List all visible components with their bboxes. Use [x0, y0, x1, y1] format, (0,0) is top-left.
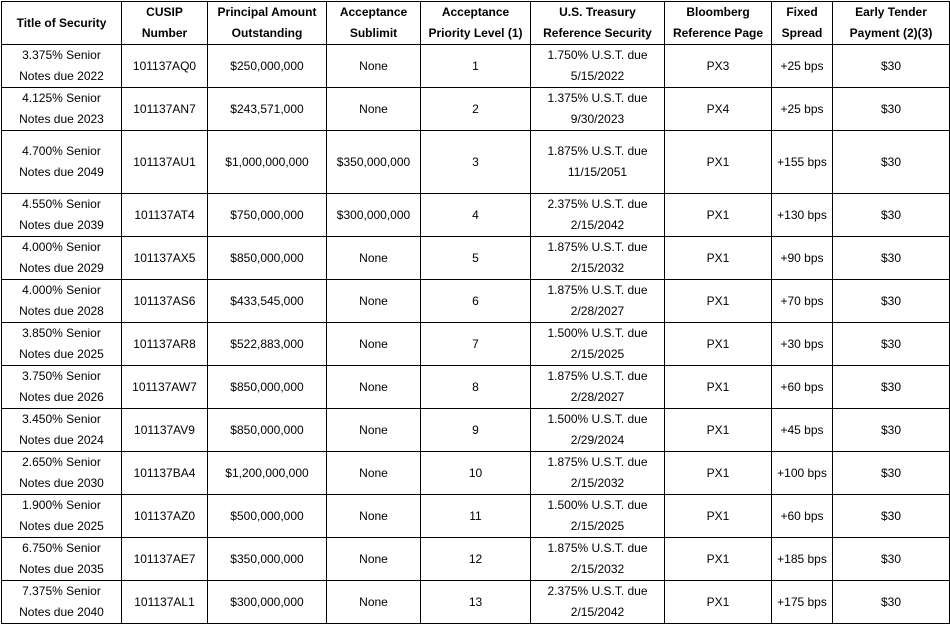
cell-treasury: 2.375% U.S.T. due 2/15/2042 — [531, 194, 665, 237]
cell-treasury: 1.500% U.S.T. due 2/15/2025 — [531, 323, 665, 366]
cell-title: 3.450% Senior Notes due 2024 — [2, 409, 122, 452]
cell-sublimit: None — [327, 366, 421, 409]
cell-title: 2.650% Senior Notes due 2030 — [2, 452, 122, 495]
cell-priority: 1 — [421, 45, 531, 88]
cell-bloomberg: PX4 — [665, 88, 772, 131]
table-row — [2, 280, 950, 323]
cell-priority: 2 — [421, 88, 531, 131]
cell-treasury: 1.375% U.S.T. due 9/30/2023 — [531, 88, 665, 131]
cell-treasury: 1.750% U.S.T. due 5/15/2022 — [531, 45, 665, 88]
cell-principal: $750,000,000 — [208, 194, 327, 237]
cell-cusip: 101137BA4 — [122, 452, 208, 495]
table-row — [2, 323, 950, 366]
cell-bloomberg: PX1 — [665, 538, 772, 581]
cell-spread: +130 bps — [772, 194, 833, 237]
cell-priority: 7 — [421, 323, 531, 366]
cell-spread: +155 bps — [772, 131, 833, 194]
tender-offer-table — [1, 1, 950, 624]
cell-priority: 10 — [421, 452, 531, 495]
cell-treasury: 1.875% U.S.T. due 2/28/2027 — [531, 280, 665, 323]
cell-principal: $500,000,000 — [208, 495, 327, 538]
cell-cusip: 101137AW7 — [122, 366, 208, 409]
cell-spread: +185 bps — [772, 538, 833, 581]
table-row — [2, 409, 950, 452]
table-row — [2, 495, 950, 538]
cell-bloomberg: PX1 — [665, 495, 772, 538]
cell-treasury: 1.875% U.S.T. due 11/15/2051 — [531, 131, 665, 194]
header-treasury: U.S. Treasury Reference Security — [531, 2, 665, 45]
table-row — [2, 581, 950, 624]
cell-treasury: 1.875% U.S.T. due 2/28/2027 — [531, 366, 665, 409]
cell-principal: $1,200,000,000 — [208, 452, 327, 495]
header-title: Title of Security — [2, 2, 122, 45]
cell-cusip: 101137AS6 — [122, 280, 208, 323]
cell-bloomberg: PX1 — [665, 237, 772, 280]
cell-treasury: 1.875% U.S.T. due 2/15/2032 — [531, 452, 665, 495]
cell-payment: $30 — [833, 495, 950, 538]
cell-priority: 3 — [421, 131, 531, 194]
cell-spread: +70 bps — [772, 280, 833, 323]
cell-priority: 12 — [421, 538, 531, 581]
cell-bloomberg: PX1 — [665, 194, 772, 237]
cell-bloomberg: PX1 — [665, 581, 772, 624]
cell-principal: $850,000,000 — [208, 366, 327, 409]
cell-payment: $30 — [833, 323, 950, 366]
cell-spread: +90 bps — [772, 237, 833, 280]
cell-principal: $522,883,000 — [208, 323, 327, 366]
table-row — [2, 131, 950, 194]
header-row — [2, 2, 950, 45]
cell-cusip: 101137AV9 — [122, 409, 208, 452]
cell-sublimit: None — [327, 237, 421, 280]
header-spread: Fixed Spread — [772, 2, 833, 45]
cell-principal: $250,000,000 — [208, 45, 327, 88]
cell-payment: $30 — [833, 452, 950, 495]
cell-sublimit: None — [327, 323, 421, 366]
table-row — [2, 366, 950, 409]
table-row — [2, 452, 950, 495]
cell-sublimit: None — [327, 452, 421, 495]
cell-sublimit: None — [327, 495, 421, 538]
cell-title: 3.850% Senior Notes due 2025 — [2, 323, 122, 366]
cell-cusip: 101137AR8 — [122, 323, 208, 366]
cell-payment: $30 — [833, 131, 950, 194]
cell-payment: $30 — [833, 45, 950, 88]
cell-cusip: 101137AX5 — [122, 237, 208, 280]
cell-title: 4.000% Senior Notes due 2028 — [2, 280, 122, 323]
cell-title: 4.000% Senior Notes due 2029 — [2, 237, 122, 280]
cell-priority: 8 — [421, 366, 531, 409]
cell-title: 3.375% Senior Notes due 2022 — [2, 45, 122, 88]
cell-priority: 6 — [421, 280, 531, 323]
cell-cusip: 101137AQ0 — [122, 45, 208, 88]
cell-principal: $850,000,000 — [208, 409, 327, 452]
table-row — [2, 237, 950, 280]
cell-bloomberg: PX1 — [665, 409, 772, 452]
cell-sublimit: None — [327, 280, 421, 323]
cell-title: 4.700% Senior Notes due 2049 — [2, 131, 122, 194]
header-payment: Early Tender Payment (2)(3) — [833, 2, 950, 45]
cell-spread: +25 bps — [772, 45, 833, 88]
cell-title: 4.550% Senior Notes due 2039 — [2, 194, 122, 237]
cell-sublimit: None — [327, 45, 421, 88]
cell-spread: +30 bps — [772, 323, 833, 366]
cell-principal: $243,571,000 — [208, 88, 327, 131]
header-principal: Principal Amount Outstanding — [208, 2, 327, 45]
header-bloomberg: Bloomberg Reference Page — [665, 2, 772, 45]
cell-cusip: 101137AN7 — [122, 88, 208, 131]
cell-sublimit: $300,000,000 — [327, 194, 421, 237]
header-priority: Acceptance Priority Level (1) — [421, 2, 531, 45]
cell-treasury: 1.875% U.S.T. due 2/15/2032 — [531, 237, 665, 280]
cell-cusip: 101137AE7 — [122, 538, 208, 581]
cell-cusip: 101137AL1 — [122, 581, 208, 624]
cell-payment: $30 — [833, 366, 950, 409]
table-row — [2, 538, 950, 581]
cell-spread: +45 bps — [772, 409, 833, 452]
table-row — [2, 45, 950, 88]
cell-principal: $850,000,000 — [208, 237, 327, 280]
cell-spread: +60 bps — [772, 366, 833, 409]
cell-bloomberg: PX1 — [665, 280, 772, 323]
cell-spread: +100 bps — [772, 452, 833, 495]
cell-bloomberg: PX1 — [665, 131, 772, 194]
cell-title: 3.750% Senior Notes due 2026 — [2, 366, 122, 409]
table-row — [2, 88, 950, 131]
cell-treasury: 2.375% U.S.T. due 2/15/2042 — [531, 581, 665, 624]
cell-sublimit: None — [327, 409, 421, 452]
cell-bloomberg: PX1 — [665, 366, 772, 409]
cell-priority: 4 — [421, 194, 531, 237]
cell-payment: $30 — [833, 194, 950, 237]
cell-priority: 9 — [421, 409, 531, 452]
cell-cusip: 101137AT4 — [122, 194, 208, 237]
cell-sublimit: $350,000,000 — [327, 131, 421, 194]
cell-treasury: 1.875% U.S.T. due 2/15/2032 — [531, 538, 665, 581]
cell-payment: $30 — [833, 409, 950, 452]
cell-spread: +25 bps — [772, 88, 833, 131]
cell-sublimit: None — [327, 538, 421, 581]
cell-cusip: 101137AZ0 — [122, 495, 208, 538]
cell-treasury: 1.500% U.S.T. due 2/29/2024 — [531, 409, 665, 452]
cell-principal: $1,000,000,000 — [208, 131, 327, 194]
cell-payment: $30 — [833, 581, 950, 624]
cell-priority: 13 — [421, 581, 531, 624]
cell-treasury: 1.500% U.S.T. due 2/15/2025 — [531, 495, 665, 538]
table-row — [2, 194, 950, 237]
cell-title: 6.750% Senior Notes due 2035 — [2, 538, 122, 581]
cell-priority: 11 — [421, 495, 531, 538]
cell-principal: $350,000,000 — [208, 538, 327, 581]
cell-principal: $433,545,000 — [208, 280, 327, 323]
cell-spread: +175 bps — [772, 581, 833, 624]
cell-sublimit: None — [327, 88, 421, 131]
cell-payment: $30 — [833, 538, 950, 581]
cell-title: 1.900% Senior Notes due 2025 — [2, 495, 122, 538]
cell-payment: $30 — [833, 88, 950, 131]
cell-bloomberg: PX3 — [665, 45, 772, 88]
cell-title: 4.125% Senior Notes due 2023 — [2, 88, 122, 131]
header-cusip: CUSIP Number — [122, 2, 208, 45]
cell-sublimit: None — [327, 581, 421, 624]
cell-title: 7.375% Senior Notes due 2040 — [2, 581, 122, 624]
cell-spread: +60 bps — [772, 495, 833, 538]
cell-cusip: 101137AU1 — [122, 131, 208, 194]
cell-payment: $30 — [833, 237, 950, 280]
header-sublimit: Acceptance Sublimit — [327, 2, 421, 45]
cell-bloomberg: PX1 — [665, 452, 772, 495]
cell-principal: $300,000,000 — [208, 581, 327, 624]
cell-priority: 5 — [421, 237, 531, 280]
cell-bloomberg: PX1 — [665, 323, 772, 366]
cell-payment: $30 — [833, 280, 950, 323]
